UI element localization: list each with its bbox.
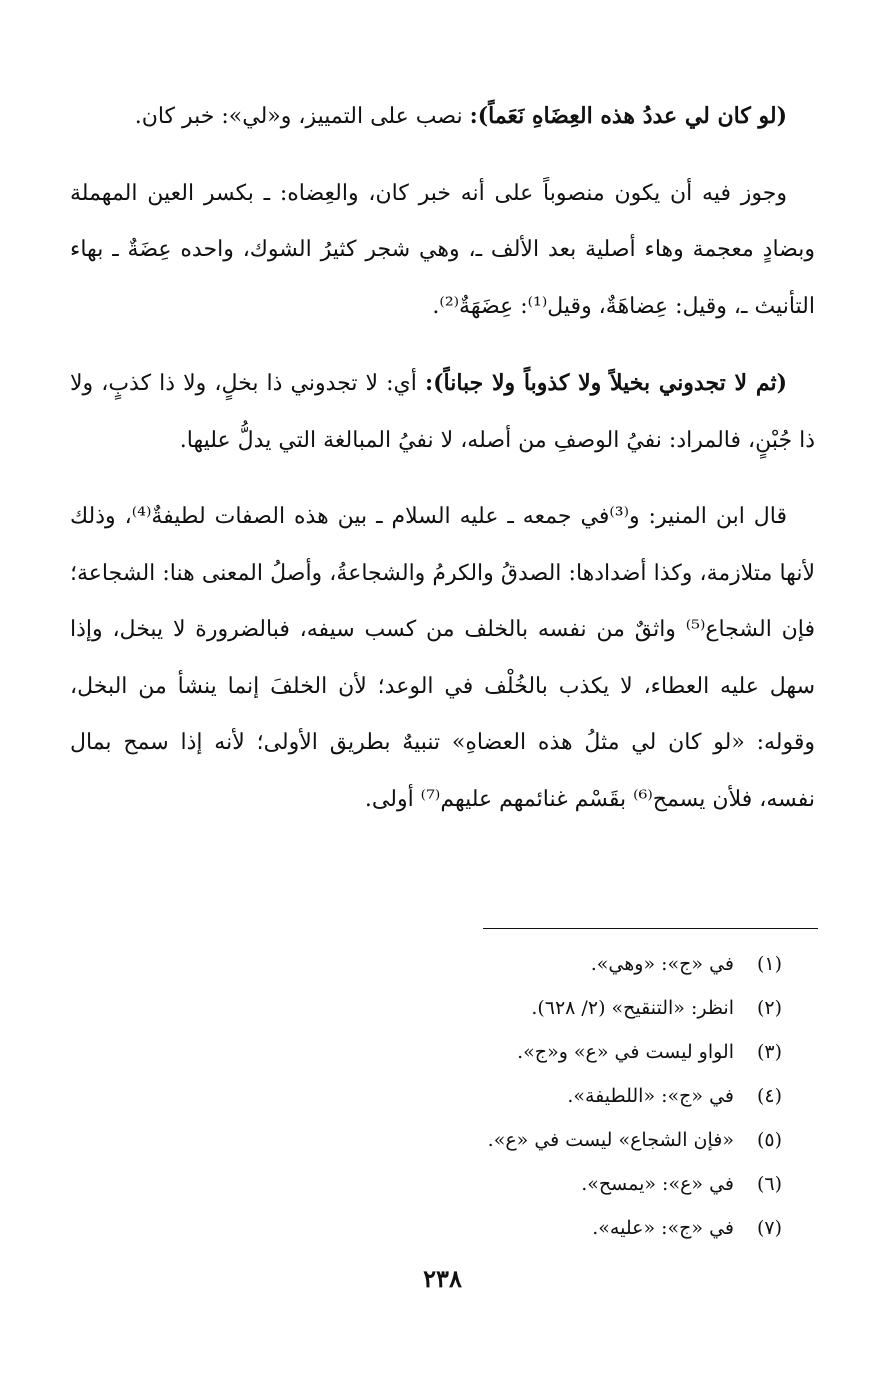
footnote-number: (٧) xyxy=(756,1217,782,1239)
footnote-text: «فإن الشجاع» ليست في «ع». xyxy=(487,1129,734,1151)
footnote-7 xyxy=(362,1206,782,1250)
paragraph-text: وجوز فيه أن يكون منصوباً على أنه خبر كان، والعِضاه: ـ بكسر العين المهملة وبضادٍ معجمة وهاء أصلية بعد الألف ـ، وهي شجر كثيرُ الشوك، واحده عِضَةٌ ـ بهاء التأنيث ـ، وقيل: عِضاهَةٌ، وقيل⁽¹⁾: عِضَهَةٌ⁽²⁾. xyxy=(70,180,815,319)
paragraph-text: نصب على التمييز، و«لي»: خبر كان. xyxy=(134,104,470,129)
paragraph-2 xyxy=(70,166,815,336)
footnote-4 xyxy=(362,1074,782,1118)
footnote-5 xyxy=(362,1118,782,1162)
footnote-2 xyxy=(362,986,782,1030)
footnote-text: في «ج»: «اللطيفة». xyxy=(567,1085,734,1107)
footnote-1 xyxy=(362,942,782,986)
footnote-number: (٤) xyxy=(756,1085,782,1107)
footnote-text: في «ع»: «يمسح». xyxy=(581,1173,734,1195)
footnote-number: (٣) xyxy=(756,1041,782,1063)
footnote-text: في «ج»: «عليه». xyxy=(592,1217,734,1239)
page-number: ٢٣٨ xyxy=(423,1264,462,1293)
footnote-divider xyxy=(483,928,818,929)
paragraph-3 xyxy=(70,355,815,469)
paragraph-4 xyxy=(70,489,815,828)
footnotes xyxy=(362,942,782,1250)
paragraph-text: أي: لا تجدوني ذا بخلٍ، ولا ذا كذبٍ، ولا ذا جُبْنٍ، فالمراد: نفيُ الوصفِ من أصله، لا نفيُ المبالغة التي يدلُّ عليها. xyxy=(70,371,815,453)
footnote-number: (٢) xyxy=(756,997,782,1019)
footnote-text: الواو ليست في «ع» و«ج». xyxy=(517,1041,734,1063)
quoted-phrase: (ثم لا تجدوني بخيلاً ولا كذوباً ولا جباناً): xyxy=(424,370,788,396)
footnote-number: (٦) xyxy=(756,1173,782,1195)
footnote-text: انظر: «التنقيح» (٢/ ٦٢٨). xyxy=(531,997,734,1019)
paragraph-1 xyxy=(70,88,815,146)
footnote-3 xyxy=(362,1030,782,1074)
footnote-number: (١) xyxy=(756,953,782,975)
paragraph-text: قال ابن المنير: و⁽³⁾في جمعه ـ عليه السلام ـ بين هذه الصفات لطيفةٌ⁽⁴⁾، وذلك لأنها متلازمة، وكذا أضدادها: الصدقُ والكرمُ والشجاعةُ، وأصلُ المعنى هنا: الشجاعة؛ فإن الشجاع⁽⁵⁾ واثقٌ من نفسه بالخلف من كسب سيفه، فبالضرورة لا يبخل، وإذا سهل عليه العطاء، لا يكذب بالخُلْف في الوعد؛ لأن الخلفَ إنما ينشأ من البخل، وقوله: «لو كان لي مثلُ هذه العضاهِ» تنبيهٌ بطريق الأولى؛ لأنه إذا سمح بمال نفسه، فلأن يسمح⁽⁶⁾ بقَسْم غنائمهم عليهم⁽⁷⁾ أولى. xyxy=(70,504,815,812)
quoted-phrase: (لو كان لي عددُ هذه العِضَاهِ نَعَماً): xyxy=(469,103,787,129)
footnote-number: (٥) xyxy=(756,1129,782,1151)
footnote-text: في «ج»: «وهي». xyxy=(590,953,734,975)
main-text xyxy=(70,88,815,848)
footnote-6 xyxy=(362,1162,782,1206)
